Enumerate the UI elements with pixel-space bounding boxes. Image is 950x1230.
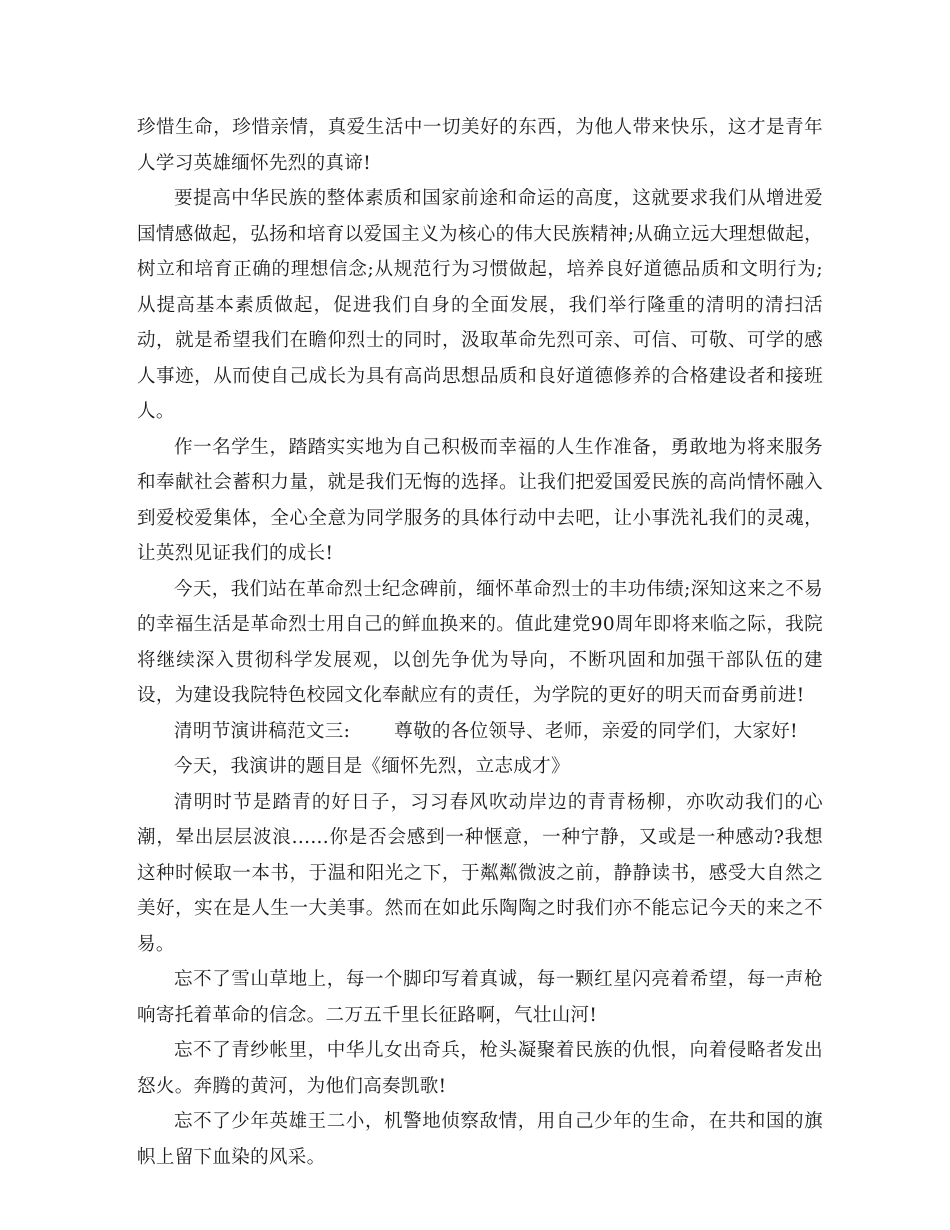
paragraph-4: 今天，我们站在革命烈士纪念碑前，缅怀革命烈士的丰功伟绩;深知这来之不易的幸福生活是革命烈士用自己的鲜血换来的。值此建党90周年即将来临之际，我院将继续深入贯彻科学发展观，以创先争优为导向，不断巩固和加强干部队伍的建设，为建设我院特色校园文化奉献应有的责任，为学院的更好的明天而奋勇前进! xyxy=(137,578,823,706)
paragraph-9: 忘不了青纱帐里，中华儿女出奇兵，枪头凝聚着民族的仇恨，向着侵略者发出怒火。奔腾的黄河，为他们高奏凯歌! xyxy=(137,1040,823,1097)
speech-heading-line xyxy=(137,714,823,750)
paragraph-8: 忘不了雪山草地上，每一个脚印写着真诚，每一颗红星闪亮着希望，每一声枪响寄托着革命的信念。二万五千里长征路啊，气壮山河! xyxy=(137,969,823,1026)
speech-heading: 清明节演讲稿范文三: xyxy=(174,720,351,742)
paragraph-1: 珍惜生命，珍惜亲情，真爱生活中一切美好的东西，为他人带来快乐，这才是青年人学习英雄缅怀先烈的真谛! xyxy=(137,117,823,174)
speech-greeting: 尊敬的各位领导、老师，亲爱的同学们，大家好! xyxy=(394,720,798,742)
paragraph-7: 清明时节是踏青的好日子，习习春风吹动岸边的青青杨柳，亦吹动我们的心潮，晕出层层波浪......你是否会感到一种惬意，一种宁静，又或是一种感动?我想这种时候取一本书，于温和阳光之下，于粼粼微波之前，静静读书，感受大自然之美好，实在是人生一大美事。然而在如此乐陶陶之时我们亦不能忘记今天的来之不易。 xyxy=(137,791,823,955)
paragraph-2: 要提高中华民族的整体素质和国家前途和命运的高度，这就要求我们从增进爱国情感做起，弘扬和培育以爱国主义为核心的伟大民族精神;从确立远大理想做起，树立和培育正确的理想信念;从规范行为习惯做起，培养良好道德品质和文明行为;从提高基本素质做起，促进我们自身的全面发展，我们举行隆重的清明的清扫活动，就是希望我们在瞻仰烈士的同时，汲取革命先烈可亲、可信、可敬、可学的感人事迹，从而使自己成长为具有高尚思想品质和良好道德修养的合格建设者和接班人。 xyxy=(137,188,823,422)
paragraph-10: 忘不了少年英雄王二小，机警地侦察敌情，用自己少年的生命，在共和国的旗帜上留下血染的风采。 xyxy=(137,1111,823,1168)
paragraph-3: 作一名学生，踏踏实实地为自己积极而幸福的人生作准备，勇敢地为将来服务和奉献社会蓄积力量，就是我们无悔的选择。让我们把爱国爱民族的高尚情怀融入到爱校爱集体，全心全意为同学服务的具体行动中去吧，让小事洗礼我们的灵魂，让英烈见证我们的成长! xyxy=(137,436,823,564)
document-body xyxy=(137,110,823,1175)
paragraph-6: 今天，我演讲的题目是《缅怀先烈，立志成才》 xyxy=(174,756,570,777)
